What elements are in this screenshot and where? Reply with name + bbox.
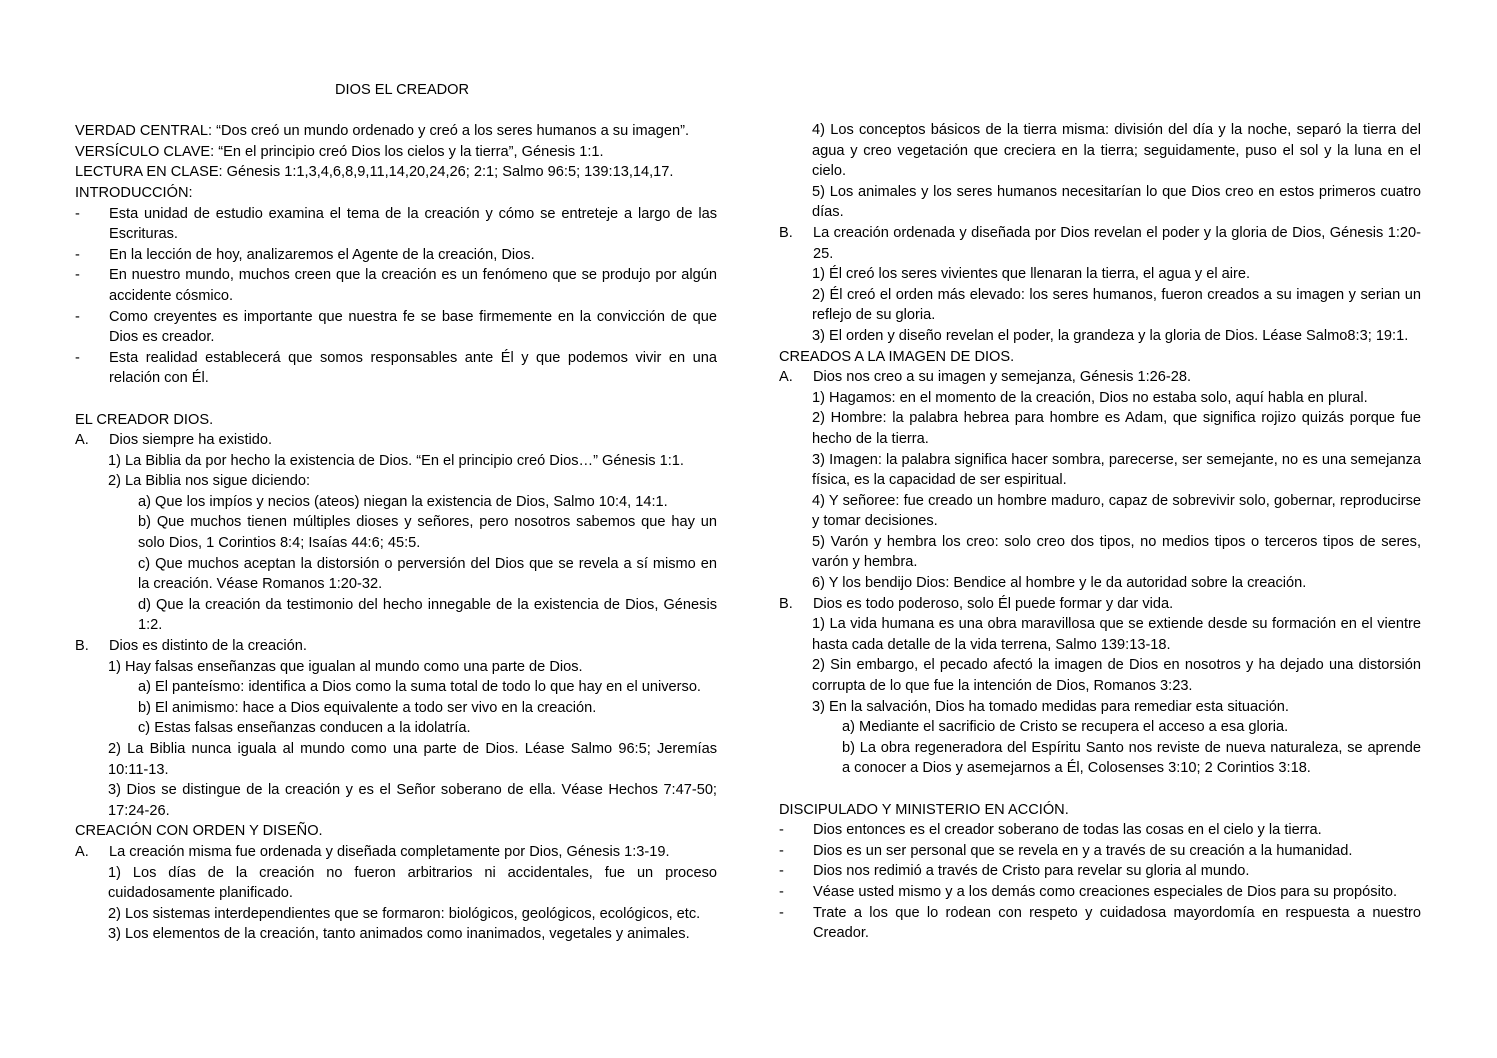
numbered-item: 3) El orden y diseño revelan el poder, la grandeza y la gloria de Dios. Léase Salmo8:3; 19:1.	[812, 327, 1409, 344]
paragraph: LECTURA EN CLASE: Génesis 1:1,3,4,6,8,9,11,14,20,24,26; 2:1; Salmo 96:5; 139:13,14,17.	[75, 164, 674, 181]
left-column	[75, 80, 717, 945]
numbered-item: 2) La Biblia nunca iguala al mundo como una parte de Dios. Léase Salmo 96:5; Jeremías 10:11-13.	[108, 741, 717, 778]
numbered-item: 5) Varón y hembra los creo: solo creo dos tipos, no medios tipos o terceros tipos de seres, varón y hembra.	[812, 533, 1421, 571]
list-marker: B.	[779, 224, 793, 241]
section-item	[779, 367, 1421, 388]
list-marker: -	[75, 246, 80, 263]
list-marker: -	[779, 863, 784, 880]
section-item	[75, 430, 717, 451]
paragraph: INTRODUCCIÓN:	[75, 184, 193, 201]
lettered-item: c) Estas falsas enseñanzas conducen a la idolatría.	[138, 720, 471, 737]
paragraph: VERSÍCULO CLAVE: “En el principio creó Dios los cielos y la tierra”, Génesis 1:1.	[75, 143, 604, 160]
numbered-item: 3) Los elementos de la creación, tanto animados como inanimados, vegetales y animales.	[108, 926, 690, 943]
section-item	[75, 842, 717, 863]
numbered-item: 3) En la salvación, Dios ha tomado medidas para remediar esta situación.	[812, 698, 1289, 715]
right-column-body	[779, 120, 1421, 944]
numbered-item: 2) Hombre: la palabra hebrea para hombre es Adam, que significa rojizo quizás porque fue hecho de la tierra.	[812, 410, 1421, 447]
numbered-item: 1) La vida humana es una obra maravillosa que se extiende desde su formación en el vientre hasta cada detalle de la vida terrena, Salmo 139:13-18.	[812, 616, 1421, 653]
bullet-item	[779, 861, 1421, 882]
paragraph: EL CREADOR DIOS.	[75, 411, 214, 428]
lettered-item: b) La obra regeneradora del Espíritu Santo nos reviste de nueva naturaleza, se aprende a conocer a Dios y asemejarnos a Él, Colosenses 3:10; 2 Corintios 3:18.	[842, 739, 1421, 777]
list-marker: -	[779, 904, 784, 921]
numbered-item: 1) Los días de la creación no fueron arbitrarios ni accidentales, fue un proceso cuidadosamente planificado.	[108, 864, 717, 902]
list-item-text: Esta unidad de estudio examina el tema de la creación y cómo se entreteje a largo de las Escrituras.	[109, 205, 717, 243]
list-item-text: Dios entonces es el creador soberano de todas las cosas en el cielo y la tierra.	[813, 822, 1322, 839]
numbered-item: 4) Los conceptos básicos de la tierra misma: división del día y la noche, separó la tierra del agua y creo vegetación que creciera en la tierra; seguidamente, puso el sol y la luna en el cielo.	[812, 122, 1421, 180]
list-marker: A.	[75, 843, 89, 860]
list-marker: -	[779, 883, 784, 900]
lettered-item: c) Que muchos aceptan la distorsión o perversión del Dios que se revela a sí mismo en la creación. Véase Romanos 1:20-32.	[138, 555, 717, 593]
paragraph: DISCIPULADO Y MINISTERIO EN ACCIÓN.	[779, 801, 1069, 818]
lettered-item: a) El panteísmo: identifica a Dios como la suma total de todo lo que hay en el universo.	[138, 679, 701, 696]
spacer	[75, 101, 717, 122]
paragraph: CREACIÓN CON ORDEN Y DISEÑO.	[75, 823, 323, 840]
bullet-item	[779, 820, 1421, 841]
lettered-item: d) Que la creación da testimonio del hecho innegable de la existencia de Dios, Génesis 1:2.	[138, 596, 717, 634]
list-item-text: Dios nos creo a su imagen y semejanza, Génesis 1:26-28.	[813, 369, 1192, 386]
paragraph: VERDAD CENTRAL: “Dos creó un mundo ordenado y creó a los seres humanos a su imagen”.	[75, 123, 690, 140]
list-marker: -	[779, 842, 784, 859]
list-marker: B.	[75, 638, 89, 655]
bullet-item	[75, 265, 717, 306]
list-marker: B.	[779, 595, 793, 612]
section-item	[779, 223, 1421, 264]
bullet-item	[75, 245, 717, 266]
lettered-item: b) Que muchos tienen múltiples dioses y señores, pero nosotros sabemos que hay un solo Dios, 1 Corintios 8:4; Isaías 44:6; 45:5.	[138, 514, 717, 552]
numbered-item: 6) Y los bendijo Dios: Bendice al hombre y le da autoridad sobre la creación.	[812, 575, 1307, 592]
list-item-text: Dios es un ser personal que se revela en y a través de su creación a la humanidad.	[813, 842, 1353, 859]
numbered-item: 1) Hagamos: en el momento de la creación, Dios no estaba solo, aquí habla en plural.	[812, 389, 1368, 406]
bullet-item	[779, 841, 1421, 862]
list-item-text: Véase usted mismo y a los demás como creaciones especiales de Dios para su propósito.	[813, 883, 1398, 900]
spacer	[75, 389, 717, 410]
list-item-text: Trate a los que lo rodean con respeto y cuidadosa mayordomía en respuesta a nuestro Creador.	[813, 904, 1421, 942]
numbered-item: 2) Él creó el orden más elevado: los seres humanos, fueron creados a su imagen y serian un reflejo de su gloria.	[812, 286, 1421, 324]
bullet-item	[779, 903, 1421, 944]
numbered-item: 2) La Biblia nos sigue diciendo:	[108, 473, 311, 490]
list-marker: A.	[779, 369, 793, 386]
numbered-item: 4) Y señoree: fue creado un hombre maduro, capaz de sobrevivir solo, gobernar, reproducirse y tomar decisiones.	[812, 492, 1421, 530]
numbered-item: 1) Él creó los seres vivientes que llenaran la tierra, el agua y el aire.	[812, 266, 1251, 283]
numbered-item: 3) Imagen: la palabra significa hacer sombra, parecerse, ser semejante, no es una semejanza física, es la capacidad de ser espiritual.	[812, 451, 1421, 489]
numbered-item: 1) La Biblia da por hecho la existencia de Dios. “En el principio creó Dios…” Génesis 1:1.	[108, 452, 684, 469]
list-item-text: Dios es todo poderoso, solo Él puede formar y dar vida.	[813, 595, 1174, 612]
list-item-text: Esta realidad establecerá que somos responsables ante Él y que podemos vivir en una relación con Él.	[109, 349, 717, 387]
page-title: DIOS EL CREADOR	[335, 82, 470, 98]
spacer	[779, 779, 1421, 800]
list-item-text: Dios nos redimió a través de Cristo para revelar su gloria al mundo.	[813, 863, 1250, 880]
section-item	[75, 636, 717, 657]
numbered-item: 2) Los sistemas interdependientes que se formaron: biológicos, geológicos, ecológicos, etc.	[108, 905, 701, 922]
left-column-body	[75, 121, 717, 945]
lettered-item: a) Que los impíos y necios (ateos) niegan la existencia de Dios, Salmo 10:4, 14:1.	[138, 493, 668, 510]
list-marker: -	[779, 822, 784, 839]
list-item-text: En nuestro mundo, muchos creen que la creación es un fenómeno que se produjo por algún accidente cósmico.	[109, 267, 717, 304]
numbered-item: 1) Hay falsas enseñanzas que igualan al mundo como una parte de Dios.	[108, 658, 583, 675]
list-marker: -	[75, 267, 80, 284]
list-item-text: Dios es distinto de la creación.	[109, 638, 307, 655]
list-item-text: La creación ordenada y diseñada por Dios revelan el poder y la gloria de Dios, Génesis 1:20-25.	[813, 224, 1421, 262]
lettered-item: a) Mediante el sacrificio de Cristo se recupera el acceso a esa gloria.	[842, 719, 1289, 736]
numbered-item: 3) Dios se distingue de la creación y es el Señor soberano de ella. Véase Hechos 7:47-50; 17:24-26.	[108, 782, 717, 819]
list-item-text: La creación misma fue ordenada y diseñada completamente por Dios, Génesis 1:3-19.	[109, 843, 670, 860]
list-marker: -	[75, 308, 80, 325]
list-item-text: Dios siempre ha existido.	[109, 432, 273, 449]
paragraph: CREADOS A LA IMAGEN DE DIOS.	[779, 348, 1015, 365]
lettered-item: b) El animismo: hace a Dios equivalente a todo ser vivo en la creación.	[138, 699, 597, 716]
list-marker: -	[75, 205, 80, 222]
bullet-item	[75, 307, 717, 348]
list-item-text: Como creyentes es importante que nuestra fe se base firmemente en la convicción de que Dios es creador.	[109, 308, 717, 346]
bullet-item	[779, 882, 1421, 903]
section-item	[779, 594, 1421, 615]
right-column	[779, 120, 1421, 944]
bullet-item	[75, 204, 717, 245]
numbered-item: 5) Los animales y los seres humanos necesitarían lo que Dios creo en estos primeros cuatro días.	[812, 183, 1421, 221]
bullet-item	[75, 348, 717, 389]
numbered-item: 2) Sin embargo, el pecado afectó la imagen de Dios en nosotros y ha dejado una distorsión corrupta de lo que fue la intención de Dios, Romanos 3:23.	[812, 657, 1421, 695]
list-item-text: En la lección de hoy, analizaremos el Agente de la creación, Dios.	[109, 246, 535, 263]
list-marker: -	[75, 349, 80, 366]
list-marker: A.	[75, 432, 89, 449]
